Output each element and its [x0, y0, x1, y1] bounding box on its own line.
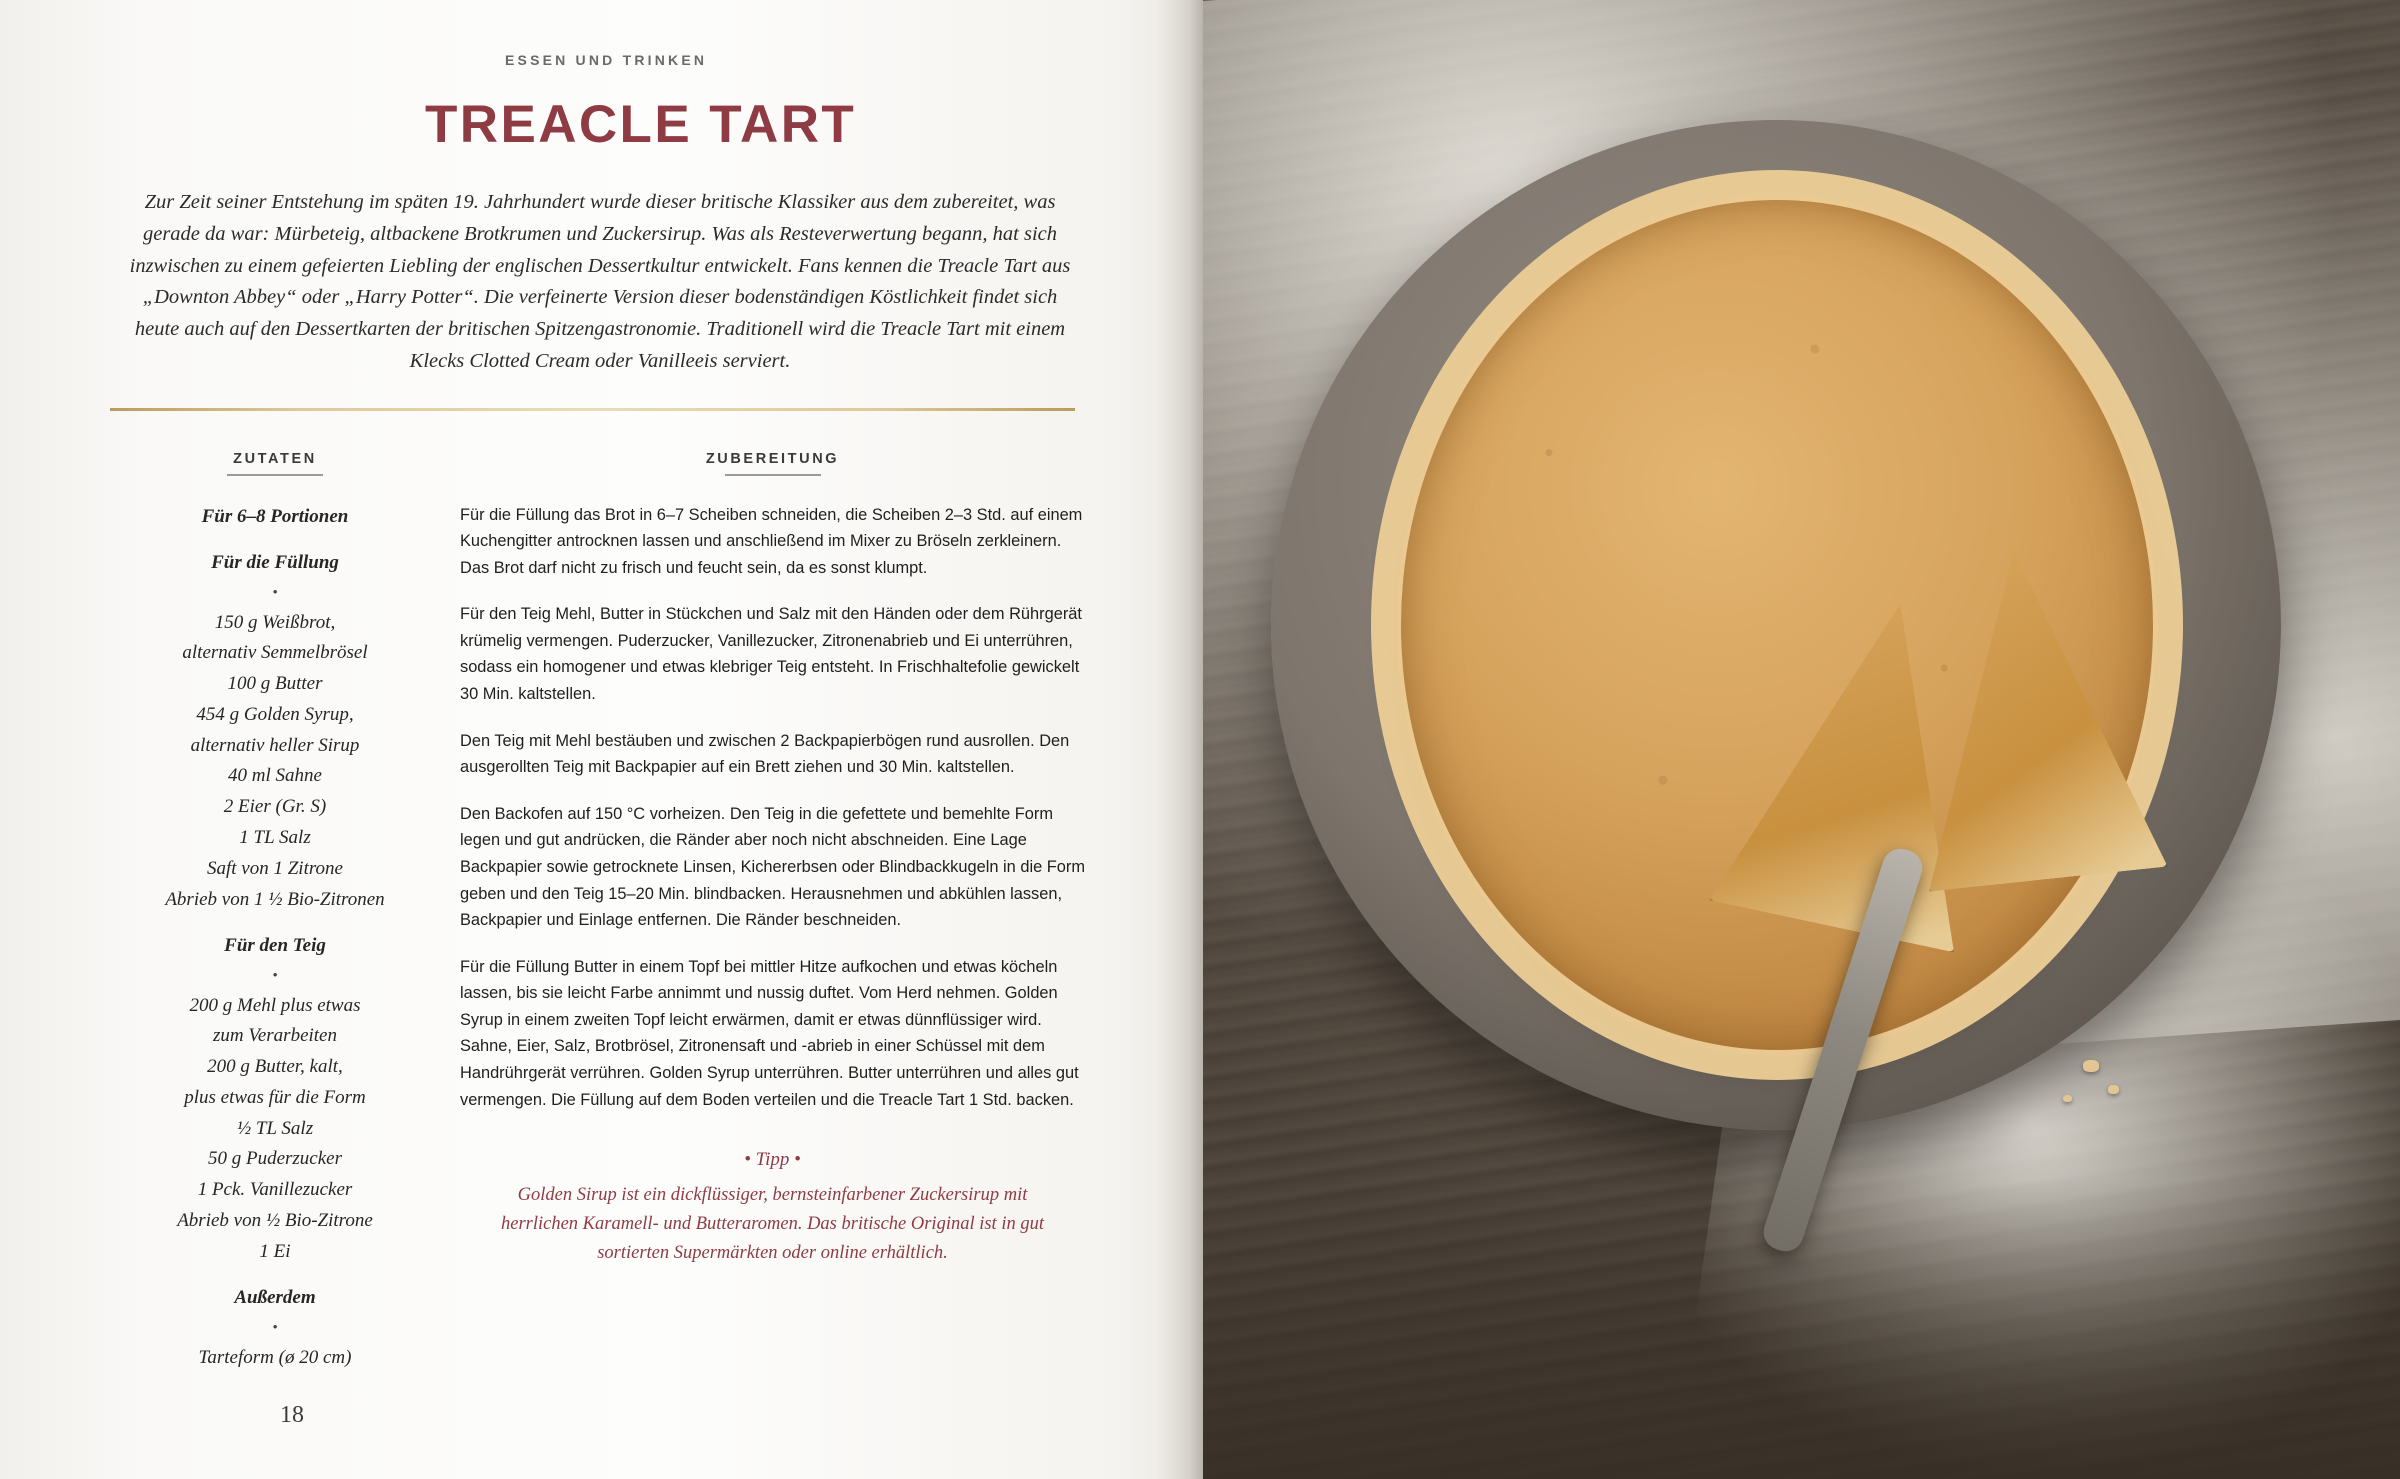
treacle-tart-photo: [1203, 0, 2400, 1479]
page-gutter-shadow: [1157, 0, 1203, 1479]
ingredients-heading: ZUTATEN: [110, 451, 440, 476]
tart-crust-ring: [1371, 170, 2183, 1080]
tip-heading: • Tipp •: [744, 1149, 801, 1171]
ingredient-item: 200 g Mehl plus etwas: [189, 994, 361, 1016]
ingredient-item: 2 Eier (Gr. S): [223, 796, 327, 818]
ingredient-item: alternativ heller Sirup: [190, 734, 360, 756]
crumb: [2083, 1060, 2099, 1072]
ingredient-item: 1 TL Salz: [239, 826, 311, 848]
page-number: 18: [280, 1402, 304, 1428]
recipe-photo-page: [1203, 0, 2400, 1479]
crumb: [2108, 1085, 2119, 1094]
recipe-columns: [120, 451, 1090, 1374]
bullet-dot: •: [272, 585, 278, 602]
preparation-step: Für den Teig Mehl, Butter in Stückchen und Salz mit den Händen oder dem Rührgerät krümelig vermengen. Puderzucker, Vanillezucker, Zitronenabrieb und Ei unterrühren, sodass ein homogener und etwas klebriger Teig entsteht. In Frischhaltefolie gewickelt 30 Min. kaltstellen.: [460, 605, 1082, 704]
ingredient-item: 454 g Golden Syrup,: [196, 703, 354, 725]
bullet-dot: •: [272, 1320, 278, 1337]
ingredient-item: alternativ Semmelbrösel: [182, 642, 368, 664]
ingredient-item: Saft von 1 Zitrone: [207, 857, 343, 879]
preparation-steps: [460, 502, 1085, 1114]
preparation-step: Für die Füllung Butter in einem Topf bei mittler Hitze aufkochen und etwas köcheln lassen, bis sie leicht Farbe annimmt und nussig duftet. Vom Herd nehmen. Golden Syrup in einem zweiten Topf leicht erwärmen, damit er etwas dünnflüssiger wird. Sahne, Eier, Salz, Brotbrösel, Zitronensaft und -abrieb in einer Schüssel mit dem Handrührgerät verrühren. Golden Syrup unterrühren. Butter unterrühren und alles gut vermengen. Die Füllung auf dem Boden verteilen und die Treacle Tart 1 Std. backen.: [460, 957, 1079, 1109]
preparation-step: Den Backofen auf 150 °C vorheizen. Den Teig in die gefettete und bemehlte Form legen und gut andrücken, die Ränder aber noch nicht abschneiden. Eine Lage Backpapier sowie getrocknete Linsen, Kichererbsen oder Blindbackkugeln in die Form geben und den Teig 15–20 Min. blindbacken. Herausnehmen und abkühlen lassen, Backpapier und Einlage entfernen. Die Ränder beschneiden.: [460, 804, 1086, 930]
preparation-step: Den Teig mit Mehl bestäuben und zwischen 2 Backpapierbögen rund ausrollen. Den ausgerollten Teig mit Backpapier auf ein Brett ziehen und 30 Min. kaltstellen.: [460, 731, 1070, 777]
preparation-column: [460, 451, 1085, 1374]
tip-text: Golden Sirup ist ein dickflüssiger, bernsteinfarbener Zuckersirup mit herrlichen Karamell- und Butteraromen. Das britische Original ist in gut sortierten Supermärkten oder online erhältlich.: [501, 1185, 1044, 1263]
preparation-step: Für die Füllung das Brot in 6–7 Scheiben schneiden, die Scheiben 2–3 Std. auf einem Kuchengitter antrocknen lassen und anschließend im Mixer zu Bröseln zerkleinern. Das Brot darf nicht zu frisch und feucht sein, da es sonst klumpt.: [460, 505, 1083, 577]
ingredient-item: 100 g Butter: [227, 673, 323, 695]
ingredients-body: [110, 502, 440, 1374]
crumb: [2063, 1095, 2072, 1102]
ingredient-item: 50 g Puderzucker: [207, 1148, 343, 1170]
ingredient-item: Abrieb von 1 ½ Bio-Zitronen: [165, 888, 385, 910]
ingredient-item: 1 Ei: [259, 1240, 291, 1262]
ingredient-item: 40 ml Sahne: [228, 765, 322, 787]
ingredient-item: ½ TL Salz: [236, 1117, 314, 1139]
serving-plate: [1271, 120, 2281, 1130]
ingredient-item: 1 Pck. Vanillezucker: [197, 1179, 353, 1201]
preparation-heading: ZUBEREITUNG: [460, 451, 1085, 476]
portions-label: Für 6–8 Portionen: [201, 505, 349, 527]
ingredient-item: zum Verarbeiten: [212, 1025, 337, 1047]
ingredients-column: [110, 451, 440, 1374]
tip-box: [460, 1149, 1085, 1267]
ingredient-item: Tarteform (ø 20 cm): [198, 1346, 352, 1368]
ingredient-item: plus etwas für die Form: [184, 1086, 366, 1108]
ingredient-item: 150 g Weißbrot,: [214, 611, 336, 633]
ingredient-item: 200 g Butter, kalt,: [207, 1056, 343, 1078]
ingredient-group-title: Außerdem: [234, 1287, 316, 1309]
bullet-dot: •: [272, 968, 278, 985]
chapter-kicker: ESSEN UND TRINKEN: [505, 52, 708, 68]
section-divider: [110, 408, 1075, 411]
ingredient-item: Abrieb von ½ Bio-Zitrone: [177, 1209, 373, 1231]
intro-paragraph: Zur Zeit seiner Entstehung im späten 19. Jahrhundert wurde dieser britische Klassiker aus dem zubereitet, was gerade da war: Mürbeteig, altbackene Brotkrumen und Zuckersirup. Was als Resteverwertung begann, hat sich inzwischen zu einem gefeierten Liebling der englischen Dessertkultur entwickelt. Fans kennen die Treacle Tart aus „Downton Abbey“ oder „Harry Potter“. Die verfeinerte Version dieser bodenständigen Köstlichkeit findet sich heute auch auf den Dessertkarten der britischen Spitzengastronomie. Traditionell wird die Treacle Tart mit einem Klecks Clotted Cream oder Vanilleeis serviert.: [129, 191, 1071, 372]
page-title: TREACLE TART: [425, 95, 857, 154]
ingredient-group-title: Für den Teig: [224, 935, 326, 957]
ingredient-group-title: Für die Füllung: [211, 552, 339, 574]
